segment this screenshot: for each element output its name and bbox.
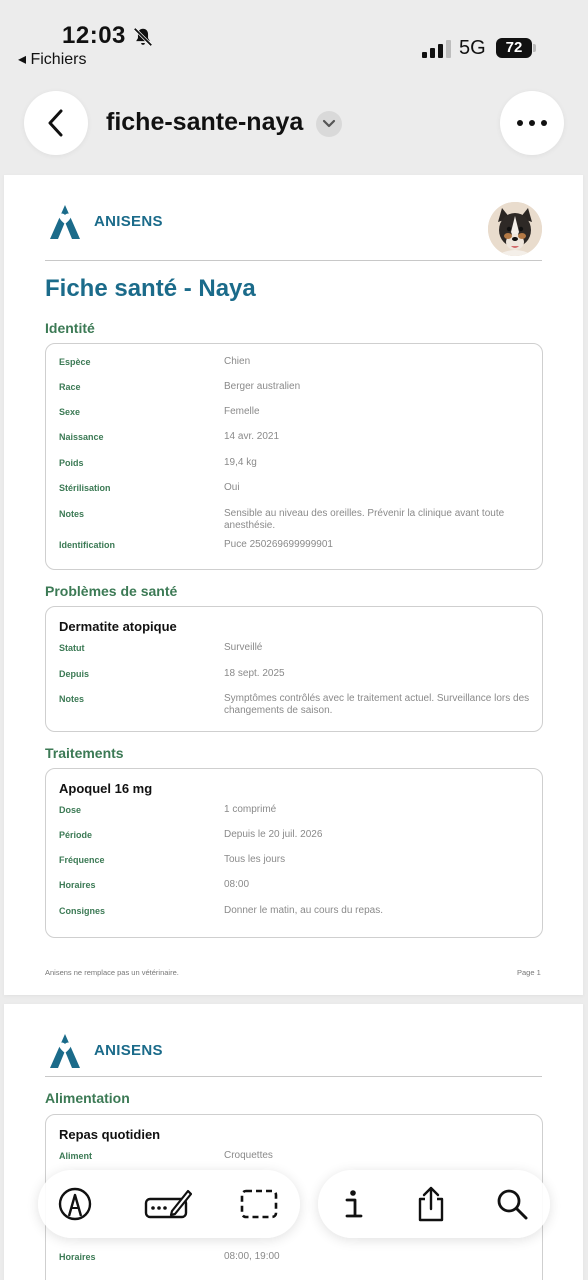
dog-photo <box>488 202 542 256</box>
identity-label: Sexe <box>59 407 81 417</box>
food-value: Croquettes <box>224 1150 273 1161</box>
ellipsis-icon <box>516 119 548 127</box>
identity-label: Espèce <box>59 357 91 367</box>
anisens-logo-icon <box>50 205 80 239</box>
treatment-value: Tous les jours <box>224 854 286 865</box>
network-type: 5G <box>459 37 486 59</box>
select-button[interactable] <box>239 1184 279 1224</box>
health-value: Symptômes contrôlés avec le traitement actuel. Surveillance lors des changements de saison. <box>224 693 530 716</box>
treatment-card <box>45 768 543 938</box>
header-divider <box>45 260 542 261</box>
share-button[interactable] <box>411 1184 451 1224</box>
health-label: Notes <box>59 694 85 704</box>
markup-button[interactable] <box>55 1184 95 1224</box>
search-icon <box>495 1187 529 1221</box>
section-identity-heading: Identité <box>45 320 95 336</box>
food-card-title: Repas quotidien <box>59 1127 161 1142</box>
identity-value: Puce 250269699999901 <box>224 539 333 550</box>
identity-value: Oui <box>224 482 240 493</box>
section-health-heading: Problèmes de santé <box>45 583 178 599</box>
identity-value: Sensible au niveau des oreilles. Prévenir la clinique avant toute anesthésie. <box>224 508 505 531</box>
food-label: Aliment <box>59 1151 93 1161</box>
food-value: 08:00, 19:00 <box>224 1251 280 1262</box>
form-fill-button[interactable] <box>143 1184 193 1224</box>
page-title: Fiche santé - Naya <box>45 275 256 302</box>
silent-bell-icon <box>132 26 154 48</box>
treatment-label: Période <box>59 830 93 840</box>
document-title[interactable]: fiche-sante-naya <box>106 108 304 136</box>
health-card-title: Dermatite atopique <box>59 619 177 634</box>
health-label: Depuis <box>59 669 90 679</box>
treatment-value: Donner le matin, au cours du repas. <box>224 905 383 916</box>
identity-value: Femelle <box>224 406 260 417</box>
treatment-label: Dose <box>59 805 82 815</box>
markup-icon <box>57 1186 93 1222</box>
identity-card <box>45 343 543 570</box>
back-button[interactable] <box>24 91 88 155</box>
more-button[interactable] <box>500 91 564 155</box>
identity-value: 19,4 kg <box>224 457 257 468</box>
title-menu-button[interactable] <box>316 111 342 137</box>
health-value: 18 sept. 2025 <box>224 668 285 679</box>
battery-level: 72 <box>496 38 532 58</box>
health-label: Statut <box>59 643 85 653</box>
pdf-page-1 <box>4 175 583 995</box>
identity-label: Identification <box>59 540 115 550</box>
brand-name: ANISENS <box>94 1042 163 1059</box>
identity-label: Stérilisation <box>59 483 111 493</box>
identity-label: Poids <box>59 458 84 468</box>
section-food-heading: Alimentation <box>45 1090 130 1106</box>
keyboard-pen-icon <box>144 1187 192 1221</box>
health-value: Surveillé <box>224 642 263 653</box>
back-to-files-link[interactable]: ◂ Fichiers <box>18 51 87 68</box>
selection-icon <box>239 1188 279 1220</box>
search-button[interactable] <box>492 1184 532 1224</box>
health-card <box>45 606 543 732</box>
header-divider <box>45 1076 542 1077</box>
treatment-value: 1 comprimé <box>224 804 277 815</box>
brand-name: ANISENS <box>94 213 163 230</box>
treatment-card-title: Apoquel 16 mg <box>59 781 153 796</box>
identity-value: 14 avr. 2021 <box>224 431 280 442</box>
treatment-value: Depuis le 20 juil. 2026 <box>224 829 323 840</box>
status-bar <box>0 0 588 80</box>
identity-label: Race <box>59 382 81 392</box>
footer-disclaimer: Anisens ne remplace pas un vétérinaire. <box>45 968 179 977</box>
info-icon <box>341 1187 365 1221</box>
share-icon <box>415 1185 447 1223</box>
identity-value: Chien <box>224 356 251 367</box>
info-button[interactable] <box>333 1184 373 1224</box>
status-time: 12:03 <box>62 22 126 49</box>
chevron-left-icon <box>45 108 67 138</box>
anisens-logo-icon <box>50 1034 80 1068</box>
food-label: Horaires <box>59 1252 96 1262</box>
file-toolbar <box>318 1170 550 1238</box>
pdf-page-2 <box>4 1004 583 1280</box>
signal-icon <box>422 40 452 58</box>
treatment-label: Fréquence <box>59 855 105 865</box>
pet-avatar <box>488 202 542 256</box>
treatment-value: 08:00 <box>224 879 250 890</box>
markup-toolbar <box>38 1170 300 1238</box>
page-number: Page 1 <box>517 968 541 977</box>
chevron-down-icon <box>322 119 336 129</box>
identity-label: Notes <box>59 509 85 519</box>
treatment-label: Consignes <box>59 906 106 916</box>
identity-value: Berger australien <box>224 381 301 392</box>
battery-icon <box>496 38 536 58</box>
section-treatments-heading: Traitements <box>45 745 124 761</box>
treatment-label: Horaires <box>59 880 96 890</box>
identity-label: Naissance <box>59 432 104 442</box>
